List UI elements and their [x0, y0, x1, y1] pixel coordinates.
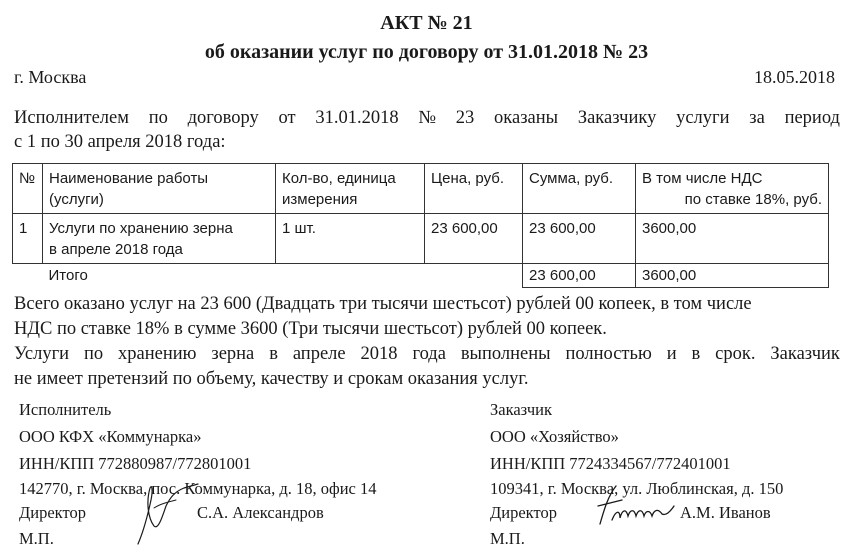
row-name	[43, 214, 276, 264]
summary-line-3	[14, 344, 840, 365]
total-sum: 23 600,00	[523, 264, 636, 288]
header-vat-line: по ставке 18%, руб.	[684, 191, 822, 208]
services-table	[12, 163, 829, 288]
total-empty-cell	[425, 264, 523, 288]
intro-word: по	[148, 108, 168, 128]
summary-word: по	[83, 344, 104, 364]
summary-word: в	[691, 344, 701, 364]
header-qty-line: измерения	[282, 191, 358, 208]
row-qty: 1 шт.	[276, 214, 425, 264]
customer-role: Заказчик	[490, 400, 553, 419]
customer-inn: ИНН/КПП 7724334567/772401001	[490, 454, 731, 473]
summary-word: Заказчик	[770, 344, 840, 364]
header-name-line: Наименование работы	[49, 170, 209, 187]
total-vat: 3600,00	[636, 264, 829, 288]
executor-name: С.А. Александров	[197, 503, 324, 522]
executor-inn: ИНН/КПП 772880987/772801001	[19, 454, 252, 473]
document-date: 18.05.2018	[754, 67, 835, 87]
intro-word: Исполнителем	[14, 108, 129, 128]
intro-word: за	[749, 108, 765, 128]
summary-word: хранению	[118, 344, 197, 364]
summary-word: года	[412, 344, 446, 364]
summary-line-1: Всего оказано услуг на 23 600 (Двадцать три тысячи шестьсот) рублей 00 копеек, в том числе	[14, 294, 752, 314]
summary-word: апреле	[292, 344, 346, 364]
header-name-line: (услуги)	[49, 191, 104, 208]
executor-org: ООО КФХ «Коммунарка»	[19, 427, 202, 446]
intro-word: 31.01.2018	[315, 108, 399, 128]
summary-line-2: НДС по ставке 18% в сумме 3600 (Три тысячи шестьсот) рублей 00 копеек.	[14, 319, 607, 339]
executor-address: 142770, г. Москва, пос. Коммунарка, д. 18, офис 14	[19, 479, 377, 498]
header-vat-line: В том числе НДС	[642, 170, 763, 187]
customer-address: 109341, г. Москва, ул. Люблинская, д. 150	[490, 479, 784, 498]
summary-word: 2018	[360, 344, 398, 364]
header-name	[43, 164, 276, 214]
row-sum: 23 600,00	[523, 214, 636, 264]
executor-position: Директор	[19, 503, 86, 522]
header-qty-line: Кол-во, единица	[282, 170, 396, 187]
executor-role: Исполнитель	[19, 400, 112, 419]
intro-word: оказаны	[494, 108, 559, 128]
header-vat	[636, 164, 829, 214]
intro-word: период	[784, 108, 840, 128]
document-title: АКТ № 21	[380, 12, 473, 34]
header-price: Цена, руб.	[425, 164, 523, 214]
header-qty	[276, 164, 425, 214]
row-price: 23 600,00	[425, 214, 523, 264]
header-sum: Сумма, руб.	[523, 164, 636, 214]
table-total-row	[13, 264, 829, 288]
row-name-line: в апреле 2018 года	[49, 241, 183, 258]
intro-word: договору	[187, 108, 259, 128]
executor-signature-icon	[118, 478, 200, 546]
intro-word: №	[418, 108, 437, 128]
executor-stamp: М.П.	[19, 529, 54, 548]
intro-word: услуги	[676, 108, 730, 128]
total-label: Итого	[43, 264, 276, 288]
table-row	[13, 214, 829, 264]
customer-org: ООО «Хозяйство»	[490, 427, 619, 446]
summary-line-4: не имеет претензий по объему, качеству и срокам оказания услуг.	[14, 369, 529, 389]
total-empty-cell	[276, 264, 425, 288]
intro-word: 23	[455, 108, 475, 128]
intro-word: Заказчику	[577, 108, 657, 128]
customer-position: Директор	[490, 503, 557, 522]
document-city: г. Москва	[14, 67, 87, 87]
customer-stamp: М.П.	[490, 529, 525, 548]
intro-word: от	[278, 108, 296, 128]
intro-line-1	[14, 108, 840, 129]
intro-line-2: с 1 по 30 апреля 2018 года:	[14, 132, 226, 152]
row-vat: 3600,00	[636, 214, 829, 264]
row-name-line: Услуги по хранению зерна	[49, 220, 233, 237]
summary-word: зерна	[211, 344, 255, 364]
summary-word: срок.	[715, 344, 756, 364]
header-num: №	[13, 164, 43, 214]
customer-name: А.М. Иванов	[680, 503, 771, 522]
row-num: 1	[13, 214, 43, 264]
summary-word: выполнены	[460, 344, 551, 364]
summary-word: в	[269, 344, 278, 364]
total-empty-cell	[13, 264, 43, 288]
document-subtitle: об оказании услуг по договору от 31.01.2018 № 23	[204, 41, 649, 63]
customer-signature-icon	[592, 480, 678, 530]
summary-word: и	[666, 344, 677, 364]
summary-word: полностью	[565, 344, 652, 364]
table-header-row	[13, 164, 829, 214]
summary-word: Услуги	[14, 344, 70, 364]
